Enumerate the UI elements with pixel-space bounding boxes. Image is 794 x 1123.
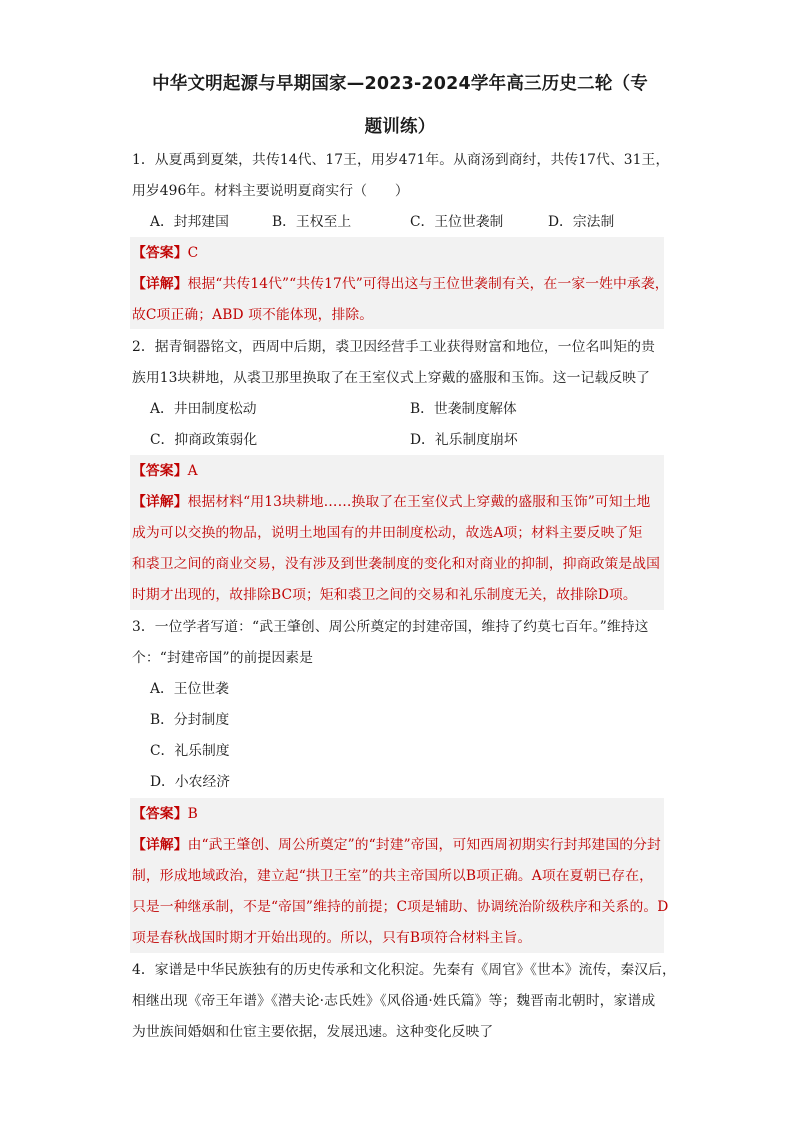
q1-option-c: C．王位世袭制 xyxy=(410,214,504,230)
answer-value: C xyxy=(187,245,199,261)
q3-detail-line-3: 只是一种继承制，不是“帝国”维持的前提；C项是辅助、协调统治阶级秩序和关系的。D xyxy=(132,899,669,915)
q2-detail-line-2: 成为可以交换的物品，说明土地国有的井田制度松动，故选A项；材料主要反映了矩 xyxy=(132,525,643,541)
q2-detail-line-4: 时期才出现的，故排除BC项；矩和裘卫之间的交易和礼乐制度无关，故排除D项。 xyxy=(132,587,637,603)
q1-option-b: B．王权至上 xyxy=(272,214,352,230)
q3-stem-line-1: 3．一位学者写道：“武王肇创、周公所奠定的封建帝国，维持了约莫七百年。”维持这 xyxy=(132,619,649,635)
q1-answer xyxy=(132,243,666,263)
q3-answer xyxy=(132,804,666,824)
q4-stem-line-1: 4．家谱是中华民族独有的历史传承和文化积淀。先秦有《周官》《世本》流传，秦汉后， xyxy=(132,962,676,978)
q2-option-a: A．井田制度松动 xyxy=(150,401,257,417)
q1-stem-line-1: 1．从夏禹到夏桀，共传14代、17王，用岁471年。从商汤到商纣，共传17代、31王， xyxy=(132,152,670,168)
q1-detail-line-1 xyxy=(132,274,669,294)
detail-label: 【详解】 xyxy=(132,494,188,510)
detail-text: 根据材料“用13块耕地……换取了在王室仪式上穿戴的盛服和玉饰”可知土地 xyxy=(187,494,651,510)
detail-label: 【详解】 xyxy=(132,276,188,292)
q2-option-b: B．世袭制度解体 xyxy=(410,401,517,417)
q2-detail-line-1 xyxy=(132,492,666,512)
detail-text: 由“武王肇创、周公所奠定”的“封建”帝国，可知西周初期实行封邦建国的分封 xyxy=(187,837,661,853)
q3-detail-line-1 xyxy=(132,835,666,855)
detail-label: 【详解】 xyxy=(132,837,188,853)
q3-detail-line-4: 项是春秋战国时期才开始出现的。所以，只有B项符合材料主旨。 xyxy=(132,930,532,946)
answer-label: 【答案】 xyxy=(132,245,188,261)
page-title-continued: 题训练） xyxy=(364,117,436,137)
q2-stem-line-2: 族用13块耕地，从裘卫那里换取了在王室仪式上穿戴的盛服和玉饰。这一记载反映了 xyxy=(132,370,651,386)
q3-stem-line-2: 个：“封建帝国”的前提因素是 xyxy=(132,650,314,666)
q3-option-c: C．礼乐制度 xyxy=(150,743,230,759)
answer-value: B xyxy=(187,806,198,822)
q1-option-a: A．封邦建国 xyxy=(150,214,229,230)
q3-option-a: A．王位世袭 xyxy=(150,681,229,697)
q3-detail-line-2: 制，形成地域政治，建立起“拱卫王室”的共主帝国所以B项正确。A项在夏朝已存在， xyxy=(132,868,653,884)
q1-option-d: D．宗法制 xyxy=(548,214,615,230)
answer-label: 【答案】 xyxy=(132,463,188,479)
q2-answer xyxy=(132,461,666,481)
answer-value: A xyxy=(187,463,198,479)
q2-stem-line-1: 2．据青铜器铭文，西周中后期，裘卫因经营手工业获得财富和地位，一位名叫矩的贵 xyxy=(132,339,656,355)
q4-stem-line-2: 相继出现《帝王年谱》《潜夫论·志氏姓》《风俗通·姓氏篇》等；魏晋南北朝时，家谱成 xyxy=(132,993,656,1009)
detail-text: 根据“共传14代”“共传17代”可得出这与王位世袭制有关，在一家一姓中承袭， xyxy=(187,276,669,292)
q2-option-d: D．礼乐制度崩坏 xyxy=(410,432,518,448)
q1-stem-line-2: 用岁496年。材料主要说明夏商实行（ ） xyxy=(132,183,409,199)
q4-stem-line-3: 为世族间婚姻和仕宦主要依据，发展迅速。这种变化反映了 xyxy=(132,1024,494,1040)
q1-detail-line-2: 故C项正确；ABD 项不能体现，排除。 xyxy=(132,307,374,323)
q2-option-c: C．抑商政策弱化 xyxy=(150,432,258,448)
q3-option-b: B．分封制度 xyxy=(150,712,230,728)
q3-option-d: D．小农经济 xyxy=(150,774,231,790)
answer-label: 【答案】 xyxy=(132,806,188,822)
page-title: 中华文明起源与早期国家—2023-2024学年高三历史二轮（专 xyxy=(152,74,648,94)
q2-detail-line-3: 和裘卫之间的商业交易，没有涉及到世袭制度的变化和对商业的抑制，抑商政策是战国 xyxy=(132,556,661,572)
